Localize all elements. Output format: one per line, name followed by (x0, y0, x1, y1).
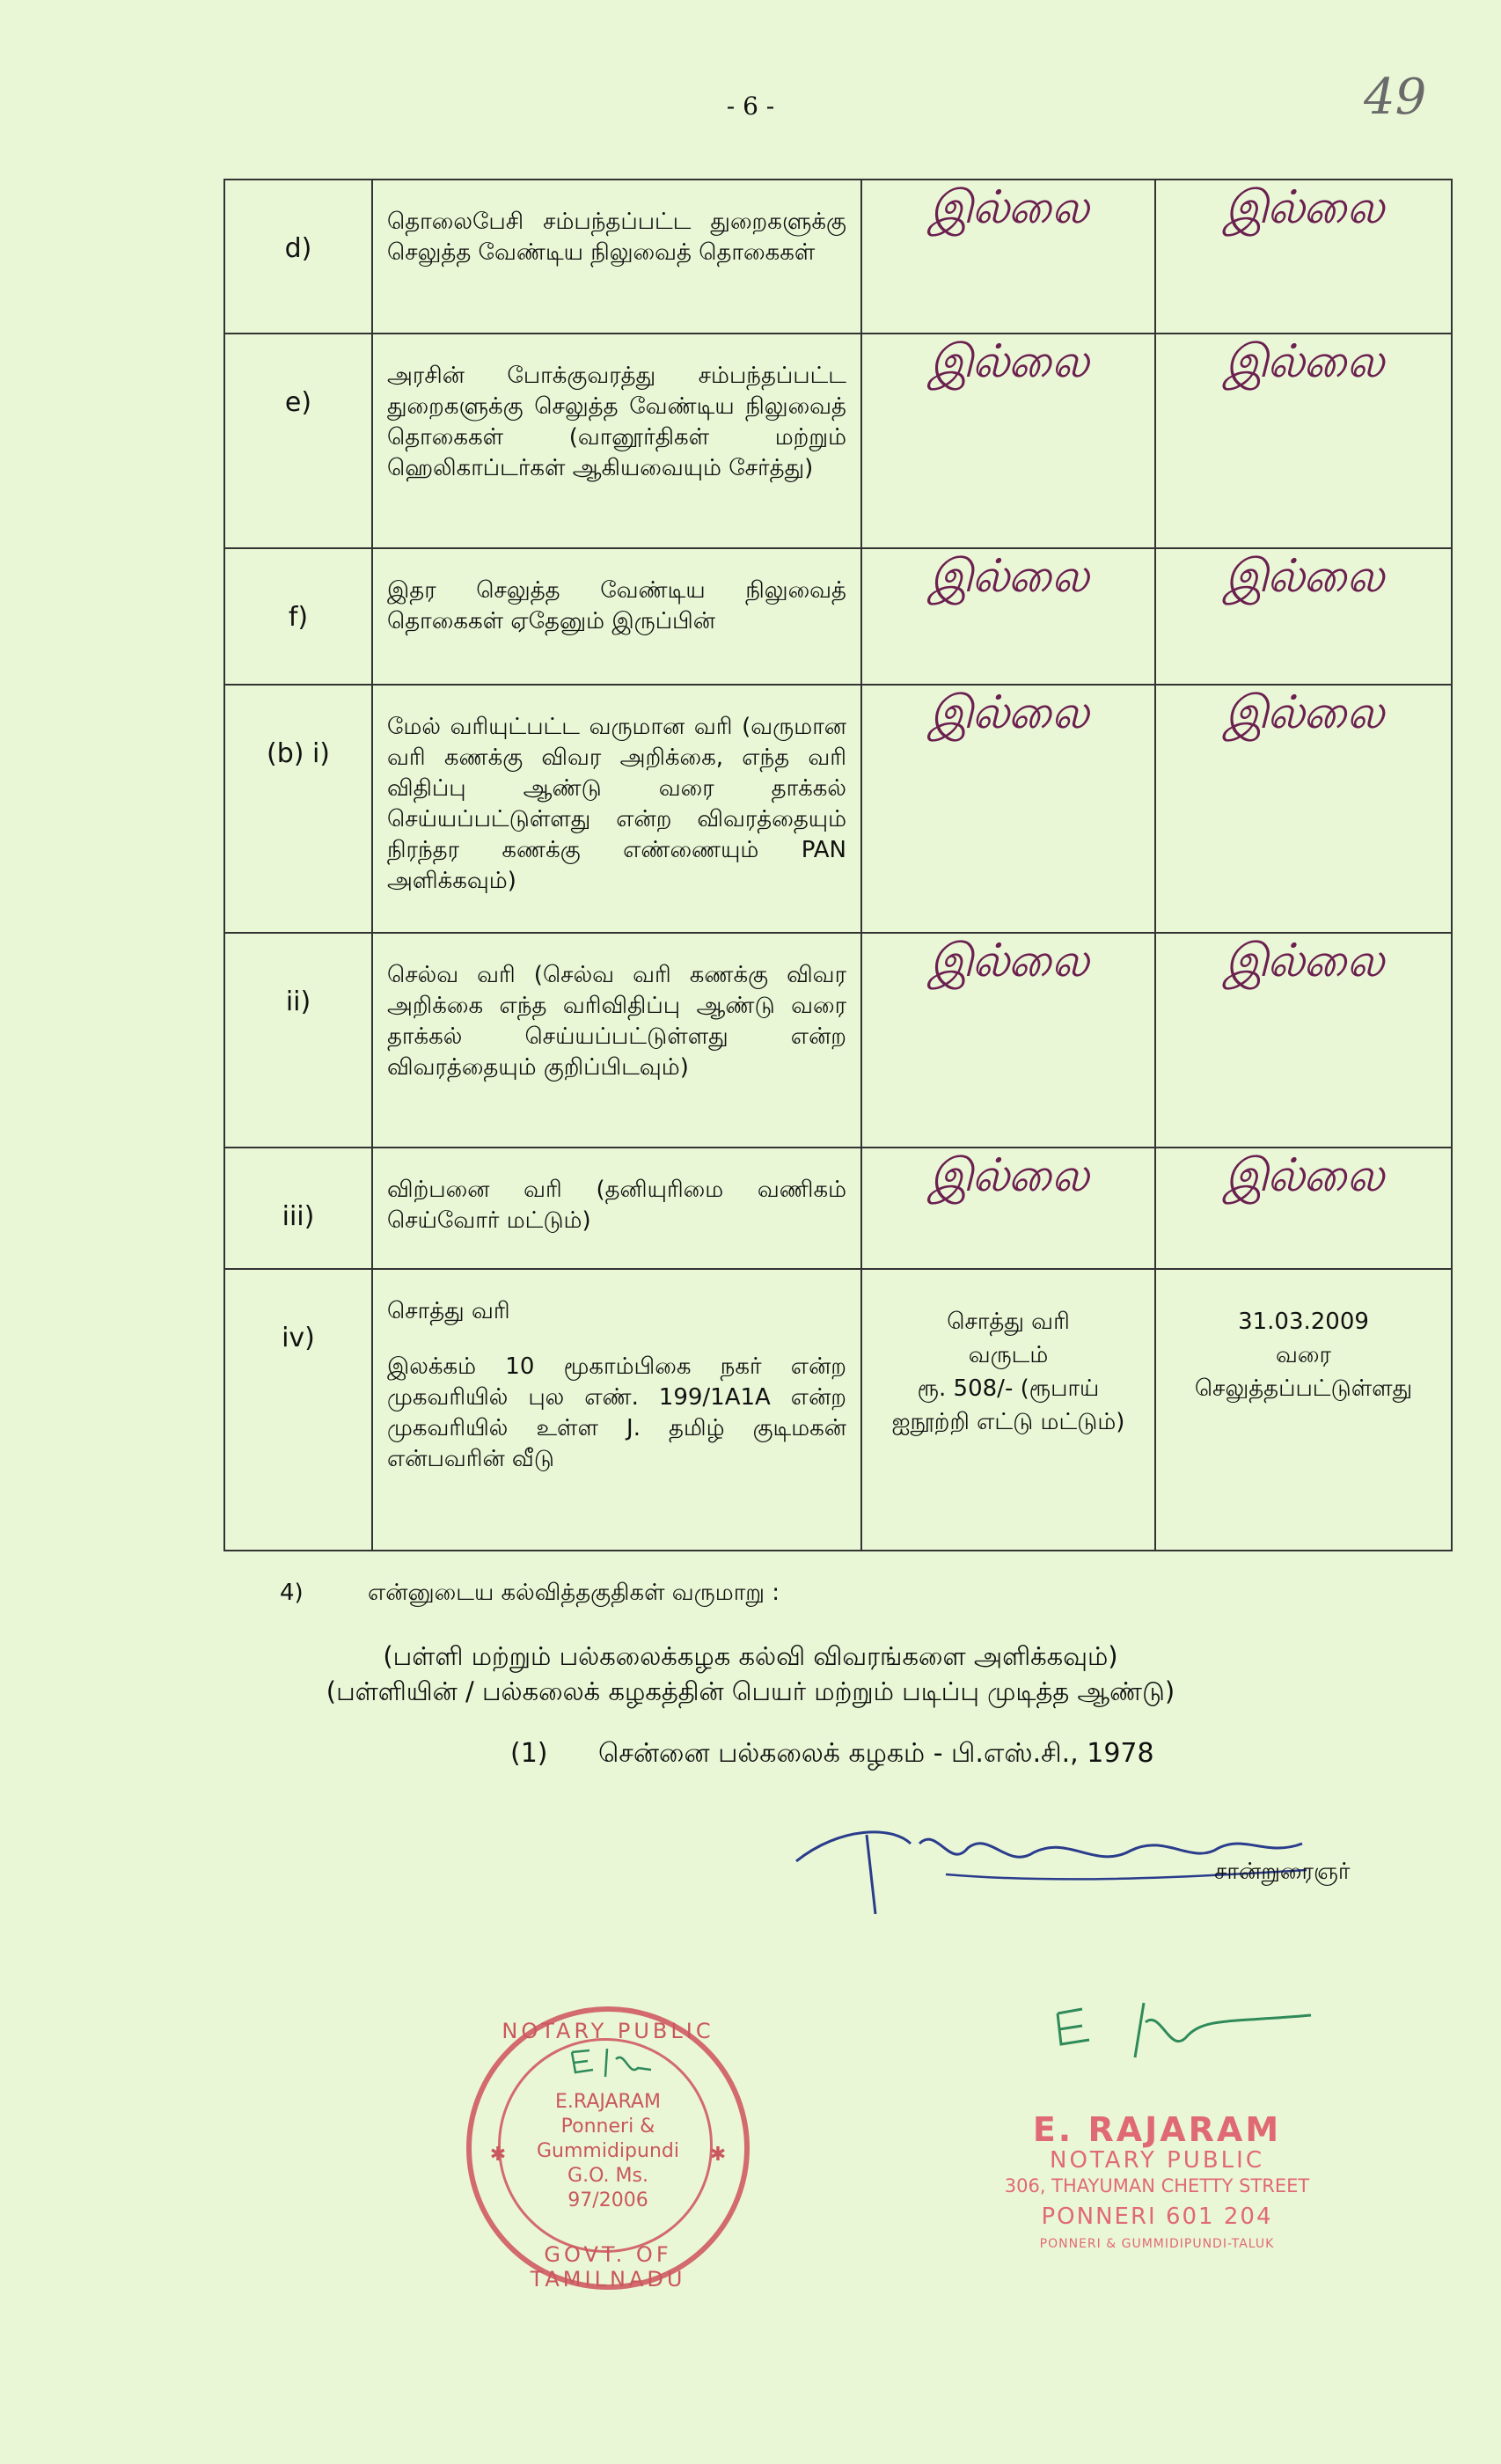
nil-handwritten: இல்லை (928, 550, 1088, 603)
stamp-line: Gummidipundi (537, 2140, 679, 2162)
nil-handwritten: இல்லை (1224, 1149, 1383, 1202)
row-index: e) (224, 334, 372, 548)
star-icon: ✱ (489, 2144, 507, 2166)
section-4-heading (280, 1580, 780, 1609)
education-note-2: (பள்ளியின் / பல்கலைக் கழகத்தின் பெயர் மற்றும் படிப்பு முடித்த ஆண்டு) (326, 1676, 1175, 1706)
nil-handwritten: இல்லை (1224, 935, 1383, 987)
table-row (224, 1269, 1452, 1551)
nil-handwritten: இல்லை (928, 686, 1088, 739)
row-index: d) (224, 180, 372, 334)
row-index: (b) i) (224, 685, 372, 933)
page-corner-mark: 49 (1364, 69, 1427, 126)
notary-signature (1047, 1996, 1329, 2084)
table-row (224, 334, 1452, 548)
row-title: சொத்து வரி (387, 1298, 510, 1324)
notary-city: PONNERI 601 204 (1041, 2204, 1273, 2230)
property-tax-amount: சொத்து வரி வருடம் ரூ. 508/- (ரூபாய் ஐநூற்றி எட்டு மட்டும்) (891, 1309, 1125, 1435)
row-index: f) (224, 548, 372, 685)
notary-initials-on-stamp (563, 2042, 660, 2094)
notary-taluk: PONNERI & GUMMIDIPUNDI-TALUK (1039, 2237, 1275, 2251)
table-row (224, 1148, 1452, 1269)
row-index: iii) (224, 1148, 372, 1269)
stamp-line: 97/2006 (567, 2189, 648, 2211)
nil-handwritten: இல்லை (1224, 181, 1383, 234)
nil-handwritten: இல்லை (1224, 335, 1383, 388)
stamp-ring-bottom: GOVT. OF TAMILNADU (530, 2242, 686, 2292)
row-description: தொலைபேசி சம்பந்தப்பட்ட துறைகளுக்கு செலுத்த வேண்டிய நிலுவைத் தொகைகள் (372, 180, 861, 334)
row-description: விற்பனை வரி (தனியுரிமை வணிகம் செய்வோர் மட்டும்) (372, 1148, 861, 1269)
deponent-label: சான்றுரைஞர் (1214, 1859, 1351, 1885)
table-row (224, 685, 1452, 933)
property-tax-status: 31.03.2009 வரை செலுத்தப்பட்டுள்ளது (1194, 1309, 1413, 1402)
table-row (224, 933, 1452, 1148)
declaration-table (223, 179, 1453, 1551)
education-item-text: சென்னை பல்கலைக் கழகம் - பி.எஸ்.சி., 1978 (598, 1738, 1154, 1769)
stamp-line: Ponneri & (560, 2116, 655, 2138)
page-number: - 6 - (726, 92, 775, 121)
row-index: ii) (224, 933, 372, 1148)
row-description: இலக்கம் 10 மூகாம்பிகை நகர் என்ற முகவரியில் புல எண். 199/1A1A என்ற முகவரியில் உள்ள J. தமிழ் குடிமகன் என்பவரின் வீடு (387, 1353, 846, 1472)
section-title: என்னுடைய கல்வித்தகுதிகள் வருமாறு : (368, 1580, 780, 1606)
stamp-line: G.O. Ms. (567, 2165, 648, 2187)
notary-title: NOTARY PUBLIC (1050, 2147, 1264, 2174)
nil-handwritten: இல்லை (928, 181, 1088, 234)
row-description-group (372, 1269, 861, 1551)
nil-handwritten: இல்லை (1224, 686, 1383, 739)
education-item (510, 1738, 1154, 1772)
nil-handwritten: இல்லை (928, 335, 1088, 388)
stamp-line: E.RAJARAM (555, 2091, 661, 2113)
row-description: அரசின் போக்குவரத்து சம்பந்தப்பட்ட துறைகளுக்கு செலுத்த வேண்டிய நிலுவைத் தொகைகள் (வானூர்திகள் மற்றும் ஹெலிகாப்டர்கள் ஆகியவையும் சேர்த்து) (372, 334, 861, 548)
notary-address: 306, THAYUMAN CHETTY STREET (1004, 2175, 1310, 2196)
stamp-ring-top: NOTARY PUBLIC (502, 2019, 714, 2043)
row-description: செல்வ வரி (செல்வ வரி கணக்கு விவர அறிக்கை எந்த வரிவிதிப்பு ஆண்டு வரை தாக்கல் செய்யப்பட்டுள்ளது என்ற விவரத்தையும் குறிப்பிடவும்) (372, 933, 861, 1148)
nil-handwritten: இல்லை (928, 1149, 1088, 1202)
row-index: iv) (224, 1269, 372, 1551)
education-item-number: (1) (510, 1738, 548, 1769)
star-icon: ✱ (709, 2144, 727, 2166)
row-description: இதர செலுத்த வேண்டிய நிலுவைத் தொகைகள் ஏதேனும் இருப்பின் (372, 548, 861, 685)
nil-handwritten: இல்லை (928, 935, 1088, 987)
notary-name: E. RAJARAM (1032, 2110, 1282, 2149)
row-description: மேல் வரியுட்பட்ட வருமான வரி (வருமான வரி கணக்கு விவர அறிக்கை, எந்த வரி விதிப்பு ஆண்டு வரை தாக்கல் செய்யப்பட்டுள்ளது என்ற விவரத்தையும் நிரந்தர கணக்கு எண்ணையும் PAN அளிக்கவும்) (372, 685, 861, 933)
nil-handwritten: இல்லை (1224, 550, 1383, 603)
education-note-1: (பள்ளி மற்றும் பல்கலைக்கழக கல்வி விவரங்களை அளிக்கவும்) (383, 1641, 1118, 1671)
section-number: 4) (280, 1580, 304, 1606)
table-row (224, 548, 1452, 685)
table-row (224, 180, 1452, 334)
